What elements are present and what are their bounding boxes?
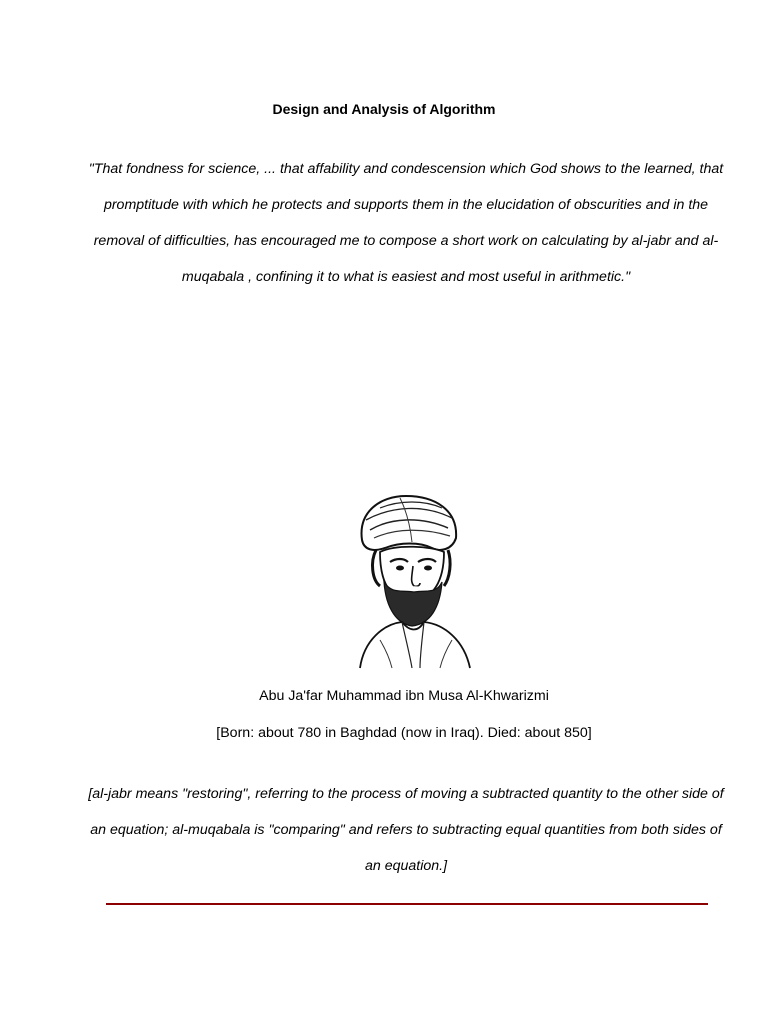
- quote-paragraph: "That fondness for science, ... that affability and condescension which God shows to the learned, that promptitude with which he protects and supports them in the elucidation of obscurities and in the removal of difficulties, has encouraged me to compose a short work on calculating by al-jabr and al-muqabala , confining it to what is easiest and most useful in arithmetic.": [88, 161, 724, 285]
- portrait-image: [340, 490, 480, 670]
- caption-dates: [Born: about 780 in Baghdad (now in Iraq). Died: about 850]: [216, 725, 592, 741]
- caption-name: Abu Ja'far Muhammad ibn Musa Al-Khwarizmi: [259, 688, 549, 704]
- horizontal-rule: [106, 903, 708, 905]
- definition-note: [al-jabr means "restoring", referring to the process of moving a subtracted quantity to the other side of an equation; al-muqabala is "comparing" and refers to subtracting equal quantities from both sides of an equation.]: [88, 786, 724, 874]
- document-title: Design and Analysis of Algorithm: [272, 101, 496, 117]
